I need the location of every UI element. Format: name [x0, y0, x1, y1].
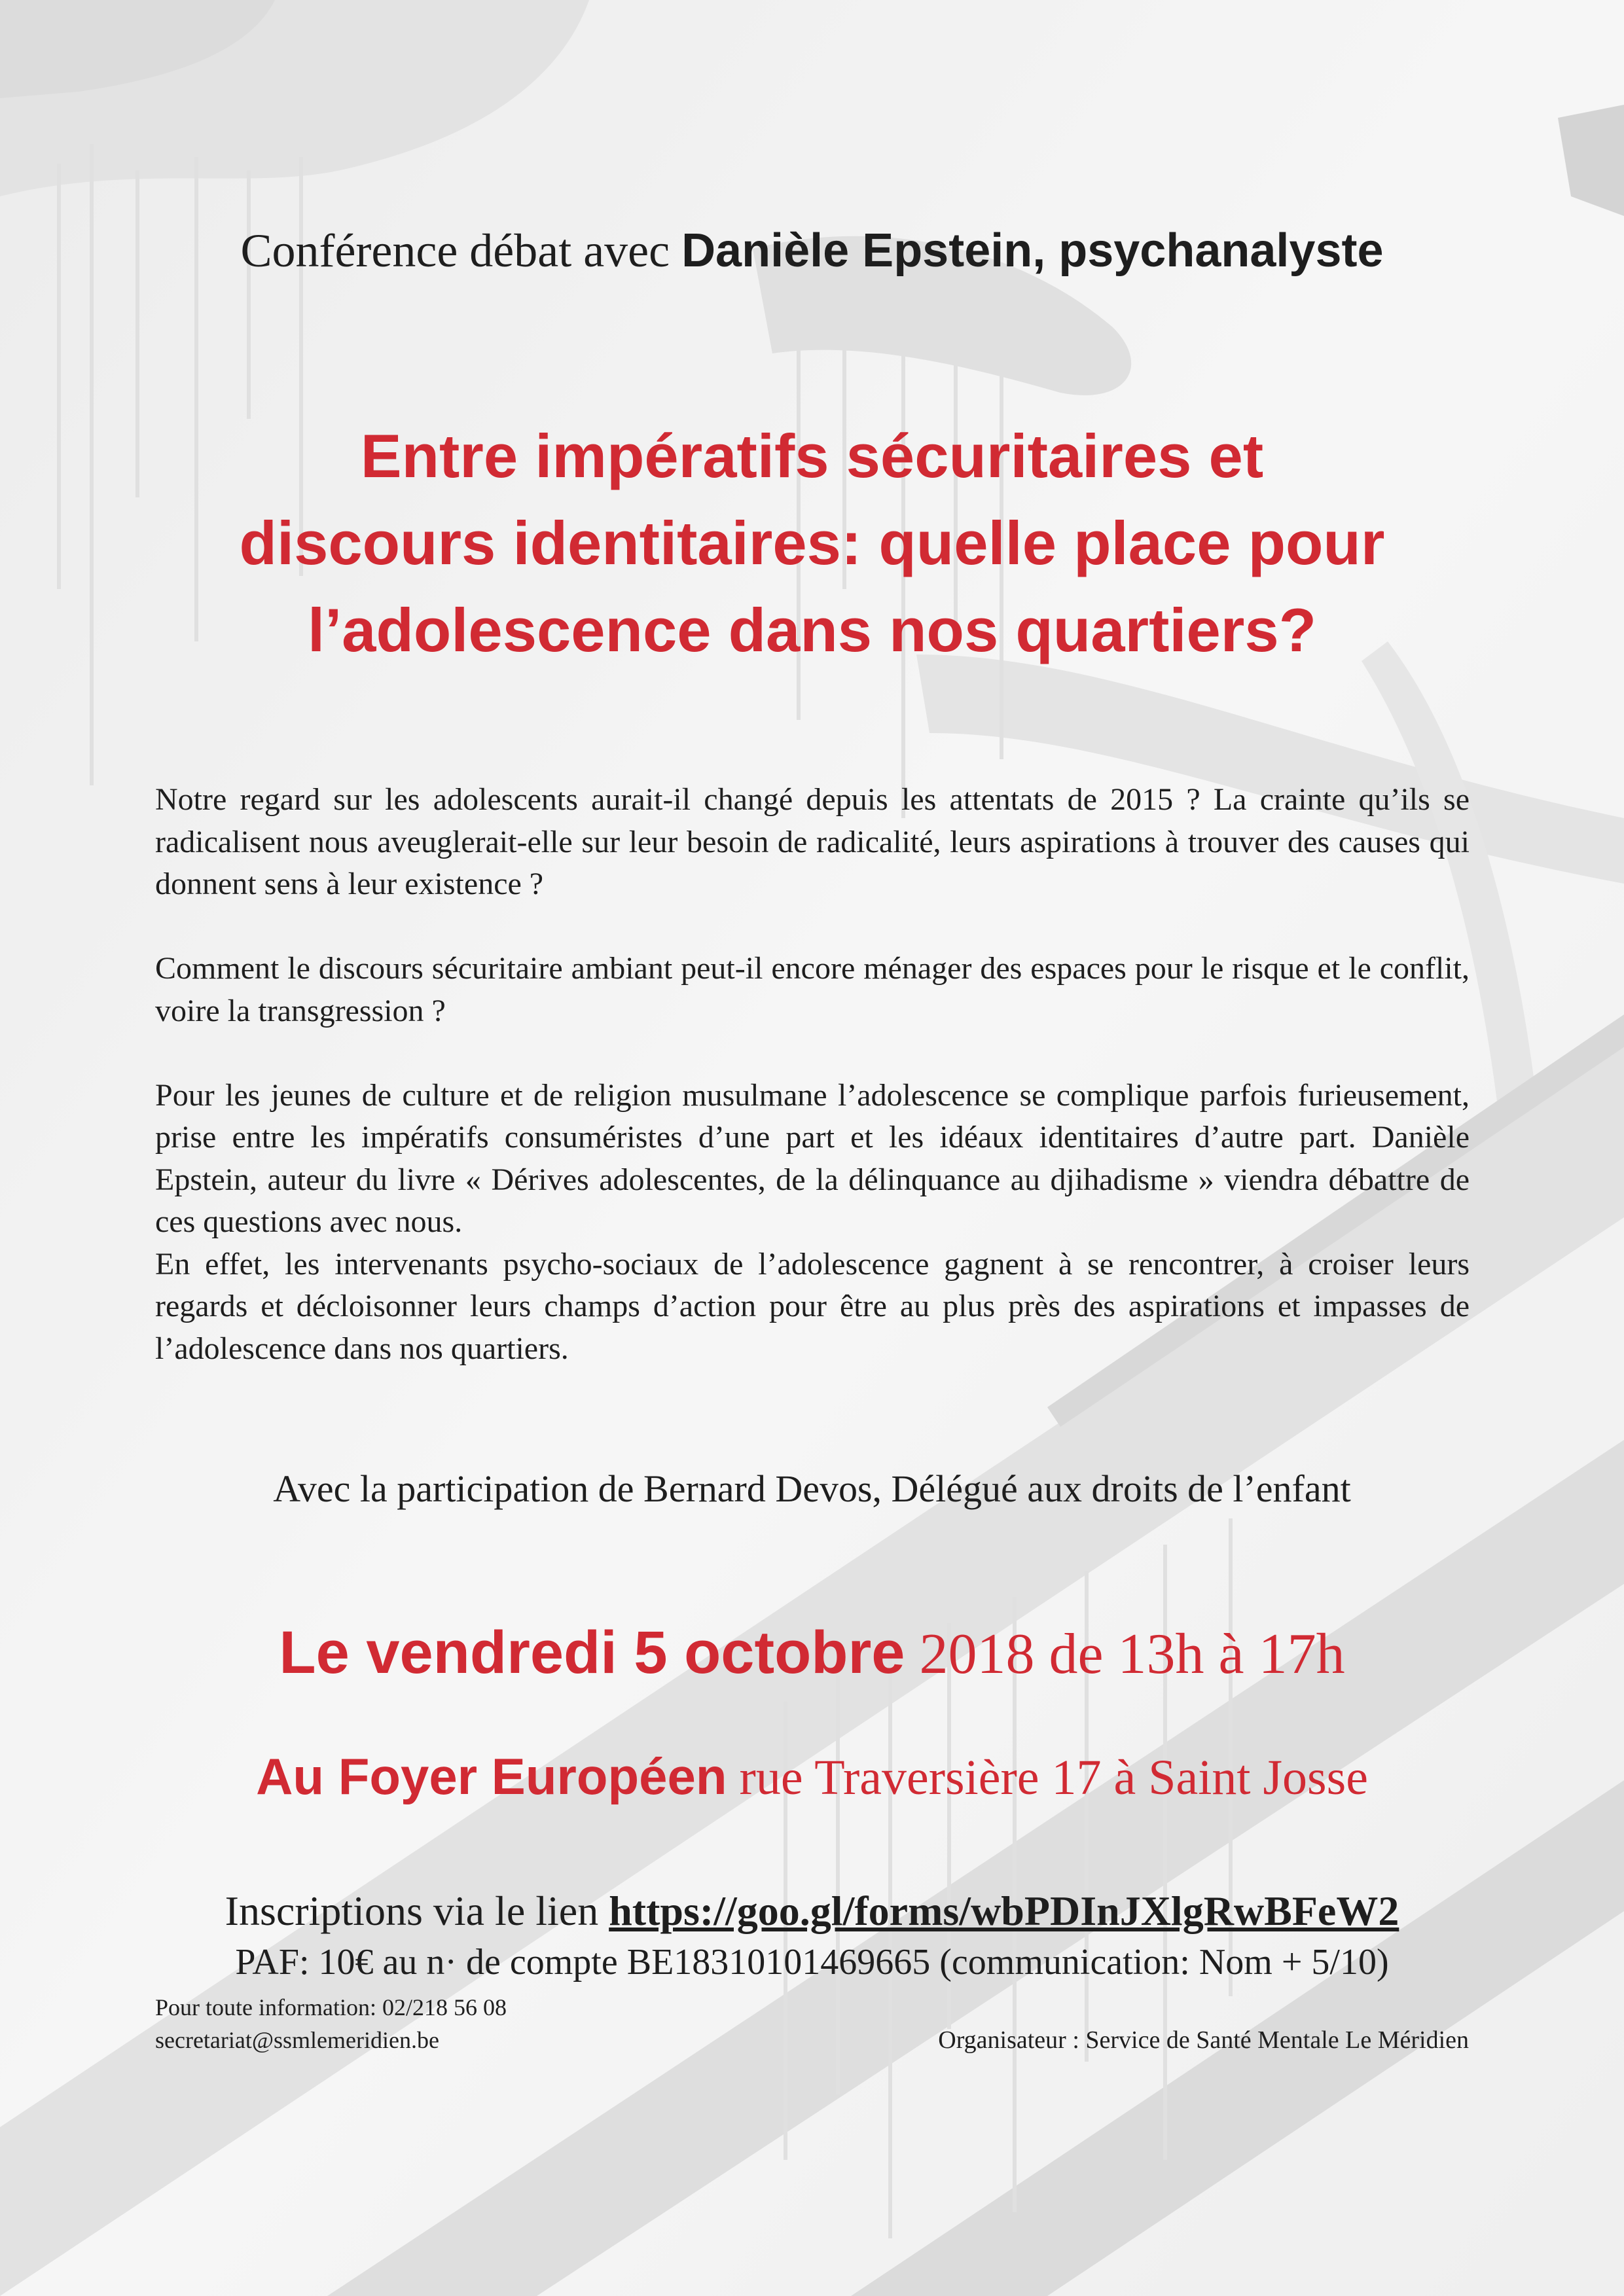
- event-date-time: 2018 de 13h à 17h: [905, 1623, 1345, 1686]
- registration-link[interactable]: https://goo.gl/forms/wbPDInJXlgRwBFeW2: [609, 1888, 1399, 1934]
- event-date-day: Le vendredi 5 octobre: [279, 1619, 905, 1686]
- registration-prefix: Inscriptions via le lien: [225, 1888, 609, 1934]
- event-date: [0, 1617, 1624, 1689]
- contact-email[interactable]: secretariat@ssmlemeridien.be: [155, 2027, 439, 2053]
- paragraph-1: Notre regard sur les adolescents aurait-il changé depuis les attentats de 2015 ? La crainte qu’ils se radicalisent nous aveuglerait-elle sur leur besoin de radicalité, leurs aspirations à trouver des causes qui donnent sens à leur existence ?: [155, 782, 1470, 901]
- speaker-name: Danièle Epstein, psychanalyste: [681, 224, 1384, 277]
- event-address: rue Traversière 17 à Saint Josse: [727, 1750, 1368, 1805]
- contact-info: [155, 1991, 507, 2056]
- event-venue: Au Foyer Européen: [256, 1748, 727, 1805]
- page-title: [118, 412, 1506, 673]
- participation-line: Avec la participation de Bernard Devos, Délégué aux droits de l’enfant: [273, 1467, 1351, 1510]
- title-line-3: l’adolescence dans nos quartiers?: [307, 596, 1317, 664]
- payment-line: PAF: 10€ au n· de compte BE18310101469665 (communication: Nom + 5/10): [235, 1942, 1389, 1982]
- paragraph-2: Comment le discours sécuritaire ambiant peut-il encore ménager des espaces pour le risque et le conflit, voire la transgression ?: [155, 951, 1470, 1028]
- registration-line: [0, 1886, 1624, 1937]
- title-line-1: Entre impératifs sécuritaires et: [360, 422, 1264, 490]
- subtitle-intro: Conférence débat avec: [240, 224, 682, 277]
- paragraph-3: Pour les jeunes de culture et de religion musulmane l’adolescence se complique parfois furieusement, prise entre les impératifs consuméristes d’une part et les idéaux identitaires d’autre part. Danièle Epstein, auteur du livre « Dérives adolescentes, de la délinquance au djihadisme » viendra débattre de ces questions avec nous.: [155, 1077, 1470, 1239]
- organizer-line: Organisateur : Service de Santé Mentale Le Méridien: [938, 2026, 1469, 2054]
- contact-phone: Pour toute information: 02/218 56 08: [155, 1994, 507, 2020]
- paragraph-4: En effet, les intervenants psycho-sociaux de l’adolescence gagnent à se rencontrer, à croiser leurs regards et décloisonner leurs champs d’action pour être au plus près des aspirations et impasses de l’adolescence dans nos quartiers.: [155, 1246, 1470, 1366]
- body-text: [155, 779, 1470, 1370]
- event-place: [0, 1746, 1624, 1808]
- title-line-2: discours identitaires: quelle place pour: [239, 509, 1385, 577]
- conference-subtitle: [0, 223, 1624, 279]
